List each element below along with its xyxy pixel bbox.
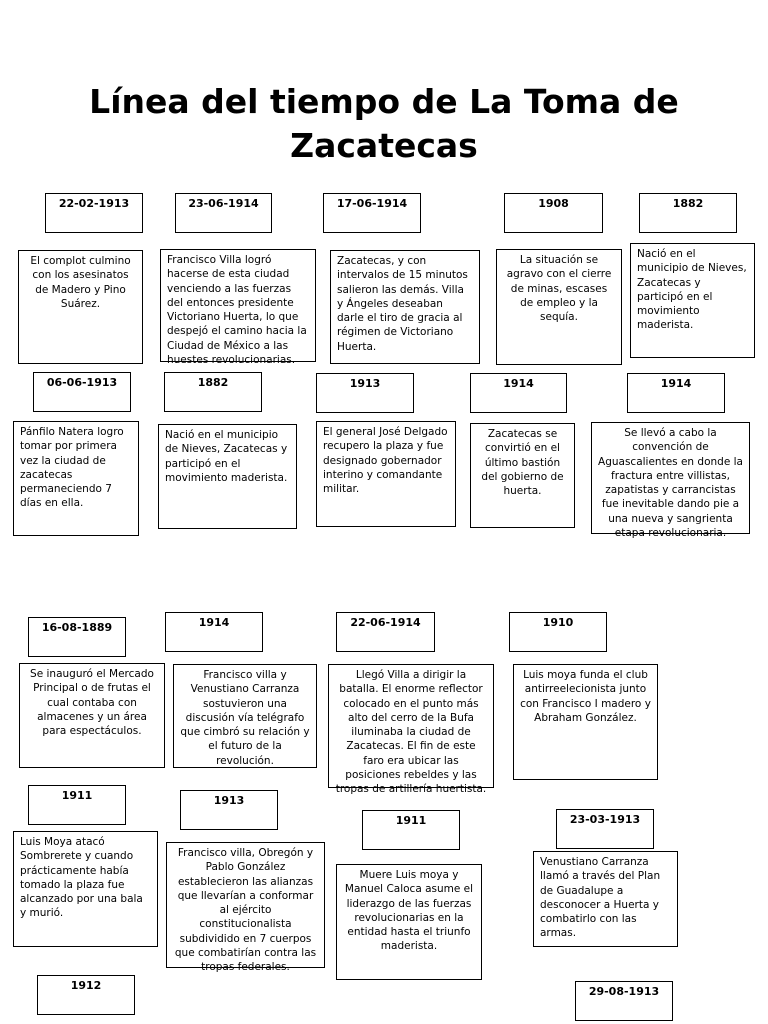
event-date: 17-06-1914 (323, 193, 421, 233)
event-description: Francisco villa, Obregón y Pablo González establecieron las alianzas que llevarían a conformar al ejército constitucionalista subdividido en 7 cuerpos que combatirían contra las tropas federales. (166, 842, 325, 968)
event-description: Zacatecas, y con intervalos de 15 minutos salieron las demás. Villa y Ángeles deseaban darle el tiro de gracia al régimen de Victoriano Huerta. (330, 250, 480, 364)
event-description: Luis Moya atacó Sombrerete y cuando prácticamente había tomado la plaza fue alcanzado por una bala y murió. (13, 831, 158, 947)
event-date: 23-03-1913 (556, 809, 654, 849)
event-date: 1912 (37, 975, 135, 1015)
event-date: 16-08-1889 (28, 617, 126, 657)
event-date: 1914 (165, 612, 263, 652)
event-description: Francisco Villa logró hacerse de esta ciudad venciendo a las fuerzas del entonces presidente Victoriano Huerta, lo que despejó el camino hacia la Ciudad de México a las huestes revolucionarias. (160, 249, 316, 362)
event-date: 29-08-1913 (575, 981, 673, 1021)
event-description: Luis moya funda el club antirreelecionista junto con Francisco I madero y Abraham González. (513, 664, 658, 780)
event-date: 1911 (362, 810, 460, 850)
event-description: Se inauguró el Mercado Principal o de frutas el cual contaba con almacenes y un área para espectáculos. (19, 663, 165, 768)
event-description: Venustiano Carranza llamó a través del Plan de Guadalupe a desconocer a Huerta y combatirlo con las armas. (533, 851, 678, 947)
event-date: 22-02-1913 (45, 193, 143, 233)
event-date: 1882 (639, 193, 737, 233)
event-date: 1914 (470, 373, 567, 413)
event-description: La situación se agravo con el cierre de minas, escases de empleo y la sequía. (496, 249, 622, 365)
event-date: 1914 (627, 373, 725, 413)
event-description: Llegó Villa a dirigir la batalla. El enorme reflector colocado en el punto más alto del cerro de la Bufa iluminaba la ciudad de Zacatecas. El fin de este faro era ubicar las posiciones rebeldes y las tropas de artillería huertista. (328, 664, 494, 788)
event-description: El complot culmino con los asesinatos de Madero y Pino Suárez. (18, 250, 143, 364)
event-description: Muere Luis moya y Manuel Caloca asume el liderazgo de las fuerzas revolucionarias en la entidad hasta el triunfo maderista. (336, 864, 482, 980)
event-date: 1913 (180, 790, 278, 830)
event-date: 1882 (164, 372, 262, 412)
event-date: 1910 (509, 612, 607, 652)
event-description: El general José Delgado recupero la plaza y fue designado gobernador interino y comandante militar. (316, 421, 456, 527)
event-date: 1908 (504, 193, 603, 233)
event-date: 1911 (28, 785, 126, 825)
event-date: 23-06-1914 (175, 193, 272, 233)
event-description: Se llevó a cabo la convención de Aguascalientes en donde la fractura entre villistas, zapatistas y carrancistas fue inevitable dando pie a una nueva y sangrienta etapa revolucionaria. (591, 422, 750, 534)
event-date: 22-06-1914 (336, 612, 435, 652)
page-title: Línea del tiempo de La Toma de Zacatecas (89, 82, 679, 165)
event-description: Nació en el municipio de Nieves, Zacatecas y participó en el movimiento maderista. (158, 424, 297, 529)
event-date: 06-06-1913 (33, 372, 131, 412)
event-date: 1913 (316, 373, 414, 413)
event-description: Pánfilo Natera logro tomar por primera vez la ciudad de zacatecas permaneciendo 7 días en ella. (13, 421, 139, 536)
event-description: Zacatecas se convirtió en el último bastión del gobierno de huerta. (470, 423, 575, 528)
event-description: Francisco villa y Venustiano Carranza sostuvieron una discusión vía telégrafo que cimbró su relación y el futuro de la revolución. (173, 664, 317, 768)
event-description: Nació en el municipio de Nieves, Zacatecas y participó en el movimiento maderista. (630, 243, 755, 358)
